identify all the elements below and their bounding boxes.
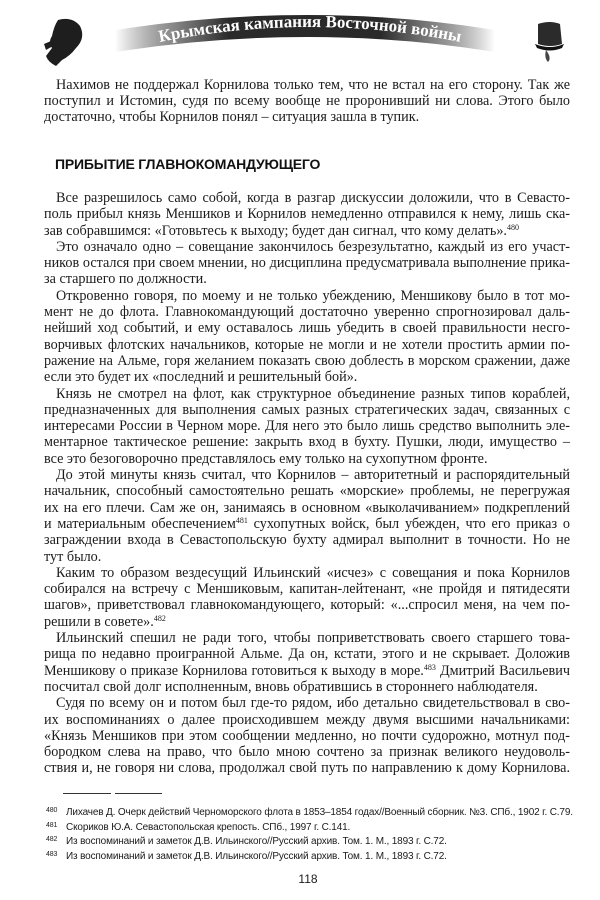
paragraph [44, 190, 570, 239]
text-line [44, 483, 570, 499]
line-text: поль прибыл князь Меншиков и Корнилов немедленно отправился к нему, лишь ска- [44, 206, 570, 223]
text-line [44, 679, 570, 695]
text-line [44, 418, 570, 434]
section-heading: ПРИБЫТИЕ ГЛАВНОКОМАНДУЮЩЕГО [55, 156, 321, 172]
text-line [44, 386, 570, 402]
text-line [44, 744, 570, 760]
text-line [44, 663, 570, 679]
text-line [44, 500, 570, 516]
line-text: начальник, способный самостоятельно решать «морские» проблемы, не перегружая [44, 483, 570, 500]
text-line [44, 630, 570, 646]
body-text [44, 190, 570, 777]
line-text: ствия и, не говоря ни слова, продолжал свой путь по направлению к дому Корнилова. [44, 760, 570, 777]
text-line [44, 597, 570, 613]
line-text: Меншикову о приказе Корнилова готовиться к выходу в море. [44, 662, 424, 679]
paragraph [44, 630, 570, 695]
line-text: все это безоговорочно представлялось ему только на сухопутном фронте. [44, 450, 488, 467]
footnote-number: 480 [46, 807, 58, 814]
footnote-reference[interactable]: 482 [153, 613, 166, 623]
text-line [44, 337, 570, 353]
line-text: Нахимов не поддержал Корнилова только тем, что не встал на его сторону. Так же [56, 77, 570, 93]
text-line [44, 646, 570, 662]
paragraph [44, 467, 570, 565]
line-text: Ильинский спешил не ради того, чтобы поприветствовать своего старшего това- [56, 630, 570, 647]
text-line [44, 255, 570, 271]
text-line [44, 239, 570, 255]
page-number: 118 [298, 872, 318, 886]
footnote [44, 804, 573, 819]
text-line [44, 190, 570, 206]
text-line [44, 532, 570, 548]
line-text: за старшего по должности. [44, 271, 207, 288]
paragraph [44, 386, 570, 467]
line-text: ражение на Альме, горя желанием показать свою доблесть в морском сражении, даже [44, 352, 570, 369]
footnote-reference[interactable]: 481 [235, 515, 248, 525]
footnote-reference[interactable]: 483 [423, 662, 436, 672]
title-ribbon [0, 0, 600, 70]
line-text: Судя по всему он и потом был где-то рядом, ибо детально свидетельствовал в сво- [56, 695, 570, 712]
running-title: Крымская кампания Восточной войны [156, 11, 464, 46]
line-text: ментарное тактическое решение: закрыть вход в бухту. Пушки, люди, имущество – [44, 434, 570, 451]
text-line [44, 581, 570, 597]
line-text: бородком слева на право, что было мною сочтено за признак великого неудоволь- [44, 744, 570, 761]
line-text: предназначенных для выполнения самых разных стратегических задач, связанных с [44, 401, 570, 418]
text-line [44, 223, 570, 239]
footnote-reference[interactable]: 480 [506, 222, 519, 232]
intro-paragraph [44, 77, 570, 125]
text-line [44, 565, 570, 581]
line-text: посчитал свой долг исполненным, вновь обратившись в стороннего наблюдателя. [44, 678, 538, 695]
text-line [44, 760, 570, 776]
shako-hat-icon [535, 22, 564, 62]
footnote-separator [115, 793, 162, 794]
footnotes [44, 804, 573, 862]
line-text: зав собравшимся: «Готовьтесь к выходу; будет дан сигнал, что кому делать». [44, 222, 507, 239]
line-text: Откровенно говоря, по моему и не только убеждению, Меншикову было в тот мо- [56, 287, 570, 304]
footnote-separator [63, 793, 111, 794]
text-line [44, 320, 570, 336]
text-line [44, 353, 570, 369]
line-text: «Князь Меншиков при этом сообщении медленно, но почти судорожно, мотнул под- [44, 727, 570, 744]
line-text: Дмитрий Васильевич [435, 662, 570, 679]
line-text: сухопутных войск, был убежден, что его приказ о [247, 515, 570, 532]
line-text: решили в совете». [44, 613, 154, 630]
text-line [44, 304, 570, 320]
line-text: Каким то образом вездесущий Ильинский «исчез» с совещания и пока Корнилов [56, 564, 570, 581]
hand-emblem-icon [44, 19, 82, 66]
line-text: их воспоминаниях о далее происходившем между двумя высшими начальниками: [44, 711, 570, 728]
line-text: шагов», приветствовал главнокомандующего, который: «...спросил меня, на чем по- [44, 597, 570, 614]
text-line [44, 402, 570, 418]
line-text: достаточно, чтобы Корнилов понял – ситуация зашла в тупик. [44, 109, 420, 125]
footnote [44, 833, 564, 848]
text-line [44, 434, 570, 450]
text-line [44, 728, 570, 744]
line-text: ников остался при своем мнении, но дисциплина предусматривала выполнение прика- [44, 255, 570, 272]
line-text: интересами России в Черном море. Для него это было лишь средство выполнить эле- [44, 418, 570, 435]
text-line [44, 369, 570, 385]
footnote-number: 481 [46, 821, 58, 829]
line-text: нейший ход событий, и ему оставалось лишь убедить в своей правильности несго- [44, 320, 570, 337]
text-line [44, 93, 570, 109]
text-line [44, 712, 570, 728]
paragraph [44, 288, 570, 386]
line-text: рища по недавно проигранной Альме. Да он, кстати, этого и не скрывает. Доложив [44, 646, 570, 663]
line-text: их на его плечи. Сам же он, занимаясь в основном «выколачиванием» подкреплений [44, 499, 570, 516]
footnote [44, 819, 564, 834]
footnote-number: 483 [46, 850, 58, 858]
paragraph [44, 565, 570, 630]
line-text: если это будет их «последний и решительный бой». [44, 369, 358, 386]
line-text: тут было. [44, 548, 102, 565]
text-line [44, 516, 570, 532]
text-line [44, 549, 570, 565]
line-text: мент не до флота. Главнокомандующий достаточно уверенно спрогнозировал даль- [44, 304, 570, 321]
footnote-text: Из воспоминаний и заметок Д.В. Ильинского//Русский архив. Том. 1. М., 1893 г. С.72. [66, 836, 447, 847]
text-line [44, 206, 570, 222]
text-line [44, 271, 570, 287]
line-text: Князь не смотрел на флот, как структурное объединение разных типов кораблей, [56, 385, 570, 402]
line-text: заграждении входа в Севастопольскую бухту адмирал выполнит в точности. Но не [44, 532, 570, 549]
text-line [44, 614, 570, 630]
footnote-text: Скориков Ю.А. Севастопольская крепость. СПб., 1997 г. С.141. [66, 821, 351, 833]
text-line [44, 451, 570, 467]
line-text: собирался на встречу с Меншиковым, капитан-лейтенант, «не пройдя и пятидесяти [44, 581, 570, 598]
line-text: ворчивых флотских начальников, которые не могли и не хотели простить армии по- [44, 336, 570, 353]
page-header [0, 0, 600, 70]
paragraph [44, 695, 570, 776]
text-line [44, 467, 570, 483]
text-line [44, 695, 570, 711]
line-text: Это означало одно – совещание закончилось безрезультатно, каждый из его участ- [56, 238, 570, 255]
line-text: и материальным обеспечением [44, 515, 236, 532]
footnote-text: Лихачев Д. Очерк действий Черноморского флота в 1853–1854 годах//Военный сборник. №3. СПб., 1902 г. С.79. [66, 807, 573, 818]
line-text: поступил и Истомин, судя по всему вообще не проронивший ни слова. Этого было [44, 93, 570, 109]
footnote-number: 482 [46, 836, 58, 843]
paragraph [44, 239, 570, 288]
text-line [44, 109, 570, 125]
footnote [44, 848, 564, 863]
line-text: Все разрешилось само собой, когда в разгар дискуссии доложили, что в Севасто- [56, 190, 570, 206]
text-line [44, 77, 570, 93]
text-line [44, 288, 570, 304]
footnote-text: Из воспоминаний и заметок Д.В. Ильинского//Русский архив. Том. 1. М., 1893 г. С.72. [66, 850, 447, 862]
line-text: До этой минуты князь считал, что Корнилов – авторитетный и распорядительный [56, 467, 570, 484]
